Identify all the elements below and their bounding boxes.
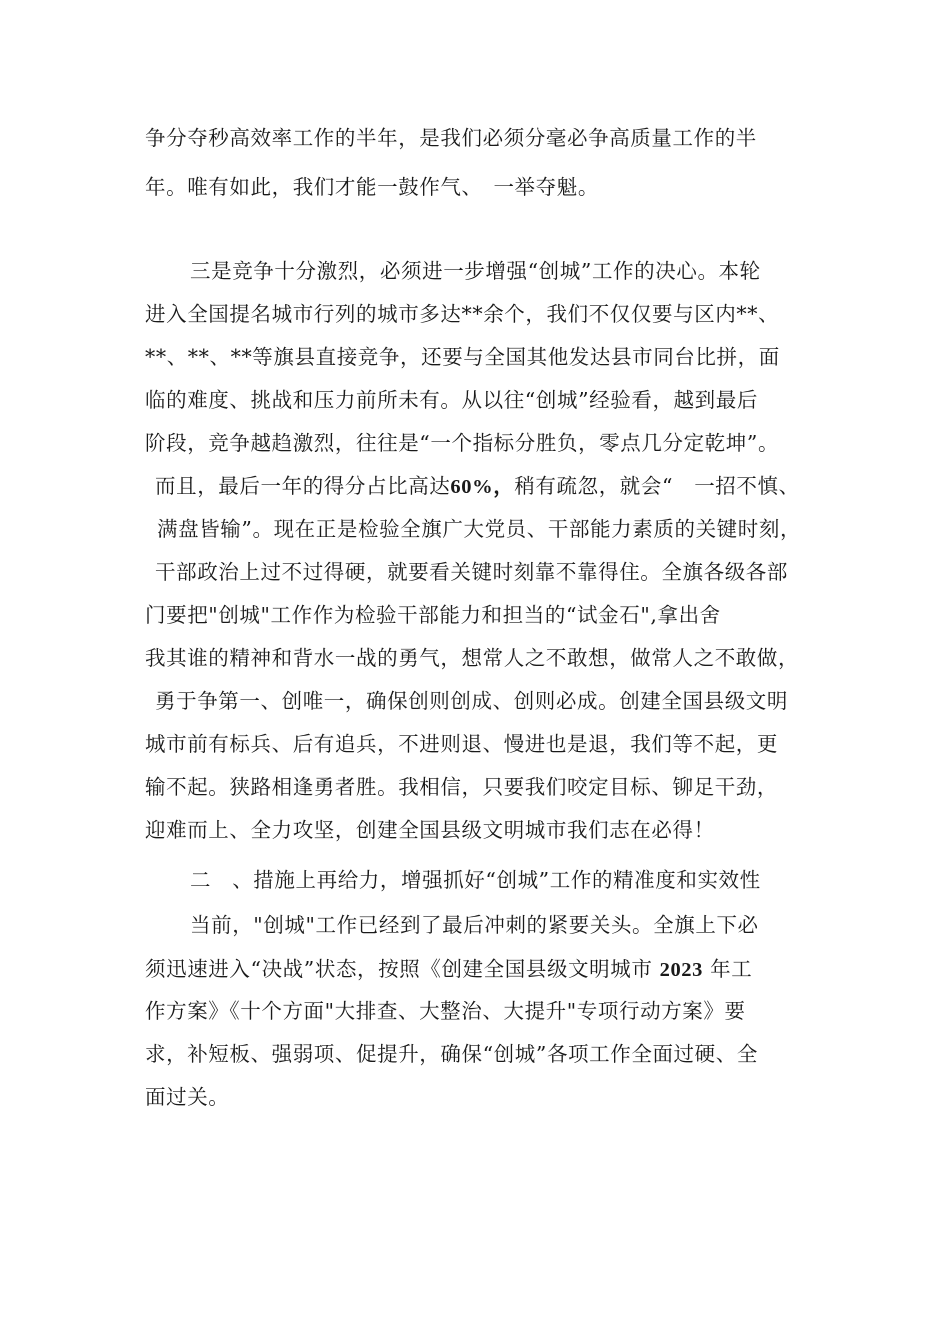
text-line: 门要把"创城"工作作为检验干部能力和担当的“试金石",拿出舍 <box>145 603 721 627</box>
text-line: 面过关。 <box>145 1085 230 1109</box>
text-line: 年。唯有如此，我们才能一鼓作气、 一举夺魁。 <box>145 175 599 199</box>
text-segment: 须迅速进入“决战”状态，按照《创建全国县级文明城市 <box>145 957 653 981</box>
text-line: 阶段，竞争越趋激烈，往往是“一个指标分胜负，零点几分定乾坤”。 <box>145 431 780 455</box>
text-line: 迎难而上、全力攻坚，创建全国县级文明城市我们志在必得！ <box>145 818 715 842</box>
paragraph-start-line: 三是竞争十分激烈，必须进一步增强“创城”工作的决心。本轮 <box>190 259 761 283</box>
text-line <box>145 955 825 984</box>
text-line: 干部政治上过不过得硬，就要看关键时刻靠不靠得住。全旗各级各部 <box>155 560 788 584</box>
text-line: **、**、**等旗县直接竞争，还要与全国其他发达县市同台比拼，面 <box>145 345 780 369</box>
text-line: 输不起。狭路相逢勇者胜。我相信，只要我们咬定目标、铆足干劲， <box>145 775 778 799</box>
text-line: 求，补短板、强弱项、促提升，确保“创城”各项工作全面过硬、全 <box>145 1042 758 1066</box>
text-line: 争分夺秒高效率工作的半年，是我们必须分毫必争高质量工作的半 <box>145 126 757 150</box>
text-line: 满盘皆输”。现在正是检验全旗广大党员、干部能力素质的关键时刻， <box>157 517 802 541</box>
text-line: 勇于争第一、创唯一，确保创则创成、创则必成。创建全国县级文明 <box>155 689 788 713</box>
text-line: 进入全国提名城市行列的城市多达**余个，我们不仅仅要与区内**、 <box>145 302 780 326</box>
section-heading: 二 、措施上再给力，增强抓好“创城”工作的精准度和实效性 <box>190 868 761 892</box>
text-segment: 稍有疏忽，就会“ 一招不慎、 <box>514 474 800 498</box>
text-line: 作方案》《十个方面"大排查、大整治、大提升"专项行动方案》要 <box>145 999 746 1023</box>
text-segment: 而且，最后一年的得分占比高达 <box>155 474 451 498</box>
text-line: 城市前有标兵、后有追兵，不进则退、慢进也是退，我们等不起，更 <box>145 732 778 756</box>
text-line <box>155 472 835 501</box>
text-segment: 年工 <box>710 957 753 981</box>
paragraph-start-line: 当前，"创城"工作已经到了最后冲刺的紧要关头。全旗上下必 <box>190 913 759 937</box>
percentage-value: 60%， <box>450 476 515 498</box>
text-line: 临的难度、挑战和压力前所未有。从以往“创城”经验看，越到最后 <box>145 388 758 412</box>
year-value: 2023 <box>659 959 703 981</box>
text-line: 我其谁的精神和背水一战的勇气，想常人之不敢想，做常人之不敢做， <box>145 646 800 670</box>
